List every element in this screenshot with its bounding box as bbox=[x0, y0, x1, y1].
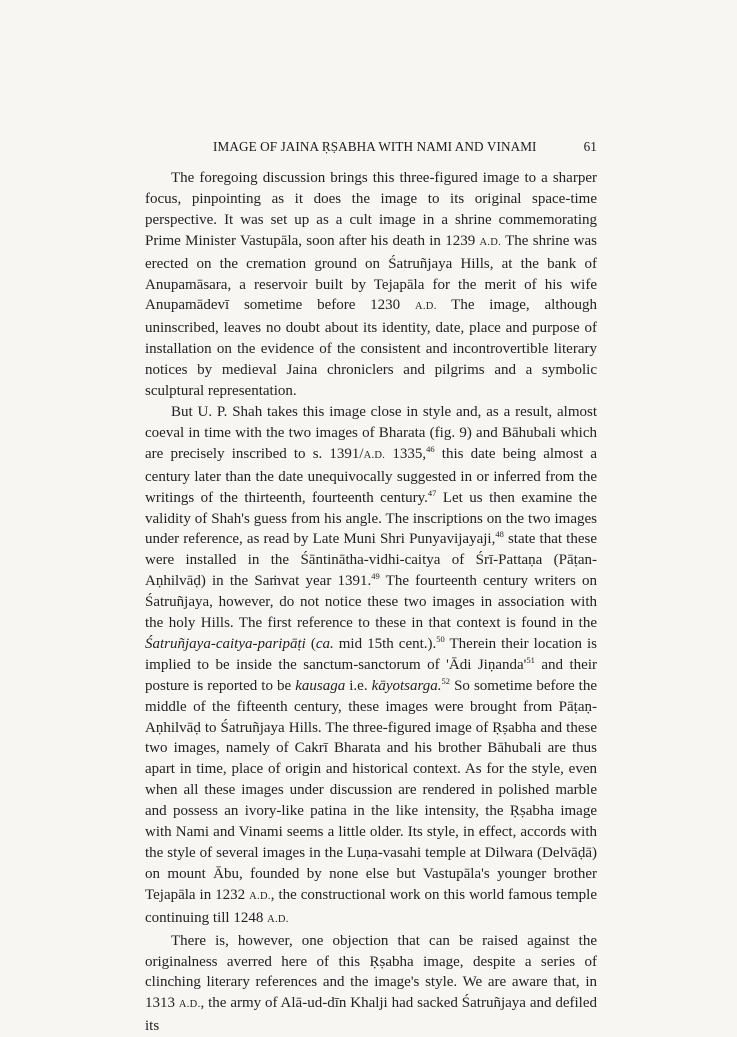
text-run: this date being almost a century later than the date unequivocally suggested in or inferred from the writings of the thirteenth, fourteenth century. bbox=[145, 445, 598, 506]
page-number: 61 bbox=[583, 139, 597, 154]
era-abbrev: A.D. bbox=[479, 236, 502, 248]
text-run: i.e. bbox=[345, 677, 372, 694]
text-run: ( bbox=[305, 635, 316, 652]
text-run: and their posture is reported to be bbox=[145, 656, 597, 694]
footnote-ref: 46 bbox=[426, 443, 435, 454]
italic-text: Śatruñjaya-caitya-paripāṭi bbox=[145, 635, 306, 652]
footnote-ref: 51 bbox=[526, 654, 535, 665]
paragraph bbox=[145, 168, 597, 402]
text-run: mid 15th cent.). bbox=[333, 635, 437, 652]
footnote-ref: 47 bbox=[427, 487, 437, 498]
text-run: But U. P. Shah takes this image close in style and, as a result, almost coeval in time with the two images of Bharata (fig. 9) and Bāhubali which are precisely inscribed to s. 1391/ bbox=[145, 403, 597, 462]
era-abbrev: A.D. bbox=[415, 301, 437, 313]
text-run: The fourteenth century writers on Śatruñjaya, however, do not notice these two images in association with the holy Hills. The first reference to these in that context is found in the bbox=[145, 573, 597, 632]
text-run: The foregoing discussion brings this three-figured image to a sharper focus, pinpointing as it does the image to its original space-time perspective. It was set up as a cult image in a shrine commemorating Prime Minister Vastupāla, soon after his death in 1239 bbox=[145, 170, 597, 249]
paragraph bbox=[145, 402, 597, 931]
era-abbrev: A.D. bbox=[178, 999, 201, 1011]
text-run: The shrine was erected on the cremation ground on Śatruñjaya Hills, at the bank of Anupamāsara, a reservoir built by Tejapāla for the merit of his wife Anupamādevī sometime before 1230 bbox=[145, 232, 597, 314]
footnote-ref: 50 bbox=[436, 633, 445, 644]
footnote-ref: 48 bbox=[495, 529, 504, 540]
text-run: There is, however, one objection that can be raised against the originalness averred here of this Ṛṣabha image, despite a series of clinching literary references and the image's style. We are aware that, in 1313 bbox=[145, 932, 597, 1012]
text-run: Therein their location is implied to be inside the sanctum-sanctorum of 'Ādi Jiṇanda' bbox=[145, 635, 597, 673]
footnote-ref: 52 bbox=[441, 675, 451, 686]
text-run: So sometime before the middle of the fifteenth century, these images were brought from Pāṭaṇ-Aṇhilvāḍ to Śatruñjaya Hills. The three-figured image of Ṛṣabha and these two images, namely of Cakrī Bharata and his brother Bāhubali are thus apart in time, place of origin and historical context. As for the style, even when all these images under discussion are rendered in polished marble and possess an ivory-like patina in the like intensity, the Ṛṣabha image with Nami and Vinami seems a little older. Its style, in effect, accords with the style of several images in the Luṇa-vasahi temple at Dilwara (Delvāḍā) on mount Ābu, founded by none else but Vastupāla's younger brother Tejapāla in 1232 bbox=[145, 677, 598, 903]
text-run: , the constructional work on this world famous temple continuing till 1248 bbox=[145, 886, 597, 926]
era-abbrev: A.D. bbox=[267, 913, 289, 925]
text-run: , the army of Alā-ud-dīn Khalji had sacked Śatruñjaya and defiled its bbox=[145, 995, 597, 1035]
era-abbrev: A.D. bbox=[249, 890, 271, 902]
text-run: The image, although uninscribed, leaves no doubt about its identity, date, place and purpose of installation on the evidence of the consistent and incontrovertible literary notices by medieval Jaina chroniclers and pilgrims and a symbolic sculptural representation. bbox=[145, 297, 597, 400]
text-run: 1335, bbox=[385, 445, 427, 462]
italic-text: kāyotsarga. bbox=[371, 677, 442, 694]
running-title: IMAGE OF JAINA ṚṢABHA WITH NAMI AND VINAMI bbox=[213, 139, 537, 154]
footnote-ref: 49 bbox=[371, 571, 380, 582]
paragraph bbox=[145, 931, 597, 1037]
text-run: state that these were installed in the Śāntinātha-vidhi-caitya of Śrī-Pattaṇa (Pāṭan-Aṇhilvāḍ) in the Saṁvat year 1391. bbox=[145, 531, 597, 590]
era-abbrev: A.D. bbox=[363, 449, 386, 461]
body-text bbox=[145, 168, 597, 1037]
italic-text: ca. bbox=[315, 635, 334, 652]
text-run: Let us then examine the validity of Shah's guess from his angle. The inscriptions on the two images under reference, as read by Late Muni Shri Punyavijayaji, bbox=[145, 489, 597, 548]
italic-text: kausaga bbox=[295, 677, 346, 694]
